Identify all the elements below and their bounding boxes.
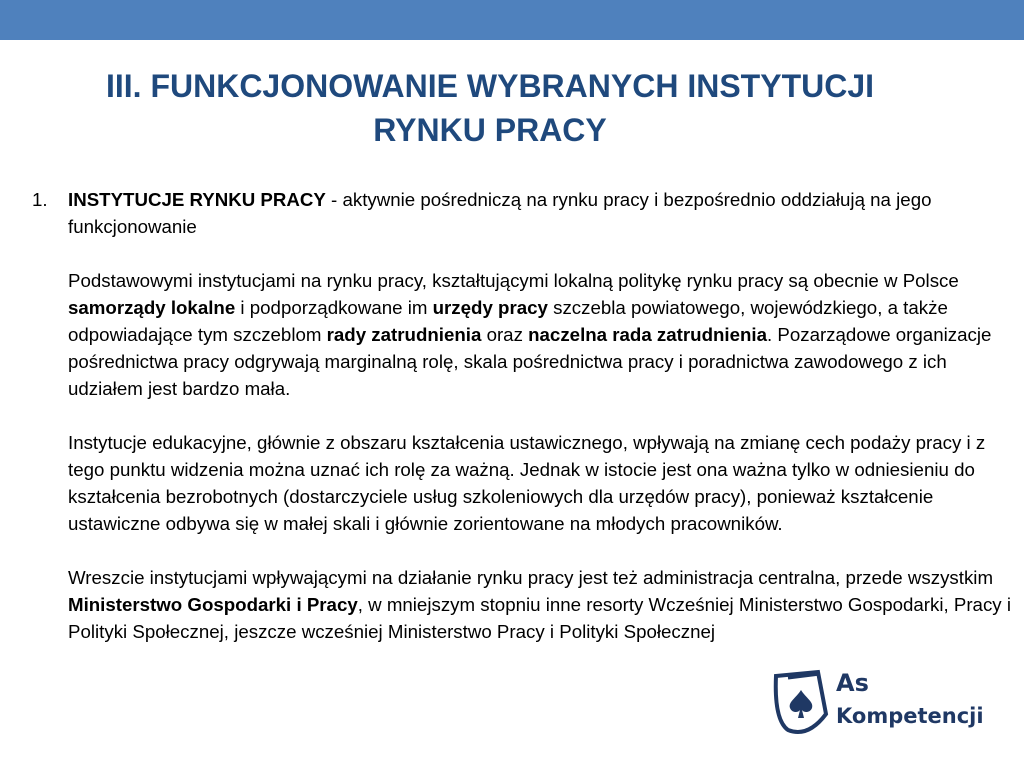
p1-bold-3: rady zatrudnienia — [326, 324, 482, 345]
slide-title — [20, 64, 960, 152]
spade-card-logo-icon — [768, 668, 834, 740]
p1-bold-2: urzędy pracy — [432, 297, 548, 318]
heading-bold-text: INSTYTUCJE RYNKU PRACY — [68, 189, 326, 210]
slide-title-line-2: RYNKU PRACY — [373, 112, 607, 148]
p1-text-1: Podstawowymi instytucjami na rynku pracy, kształtującymi lokalną politykę rynku pracy są obecnie w Polsce — [68, 270, 959, 291]
heading-rest-text: - aktywnie pośredniczą na rynku pracy i bezpośrednio oddziałują na jego funkcjonowanie — [68, 189, 932, 237]
logo-text-as: As — [836, 669, 869, 697]
p3-text-1: Wreszcie instytucjami wpływającymi na działanie rynku pracy jest też administracja centralna, przede wszystkim — [68, 567, 994, 588]
top-accent-bar — [0, 0, 1024, 40]
logo-text-kompetencji: Kompetencji — [836, 704, 984, 728]
slide-title-line-1: III. FUNKCJONOWANIE WYBRANYCH INSTYTUCJI — [105, 68, 875, 104]
p3-bold-1: Ministerstwo Gospodarki i Pracy — [68, 594, 358, 615]
p1-text-5: . Pozarządowe organizacje pośrednictwa pracy odgrywają marginalną rolę, skala pośrednictwa pracy i poradnictwa zawodowego z ich udziałem jest bardzo mała. — [68, 324, 992, 399]
list-number: 1. — [32, 189, 48, 210]
as-kompetencji-logo — [768, 668, 998, 740]
list-item-body — [68, 186, 1018, 645]
p1-text-3: szczebla powiatowego, wojewódzkiego, a także odpowiadające tym szczeblom — [68, 297, 948, 345]
list-item-heading — [68, 186, 1018, 240]
p1-bold-4: naczelna rada zatrudnienia — [528, 324, 767, 345]
paragraph-institutions — [68, 267, 1018, 402]
paragraph-education: Instytucje edukacyjne, głównie z obszaru kształcenia ustawicznego, wpływają na zmianę cech podaży pracy i z tego punktu widzenia można uznać ich rolę za ważną. Jednak w istocie jest ona ważna tylko w odniesieniu do kształcenia bezrobotnych (dostarczyciele usług szkoleniowych dla urzędów pracy), ponieważ kształcenie ustawiczne odbywa się w małej skali i głównie zorientowane na młodych pracowników. — [68, 432, 986, 534]
paragraph-central-administration — [68, 564, 1018, 645]
p3-text-2: , w mniejszym stopniu inne resorty Wcześniej Ministerstwo Gospodarki, Pracy i Polityki Społecznej, jeszcze wcześniej Ministerstwo Pracy i Polityki Społecznej — [68, 594, 1011, 642]
p1-text-2: i podporządkowane im — [235, 297, 433, 318]
p1-text-4: oraz — [481, 324, 529, 345]
p1-bold-1: samorządy lokalne — [68, 297, 236, 318]
